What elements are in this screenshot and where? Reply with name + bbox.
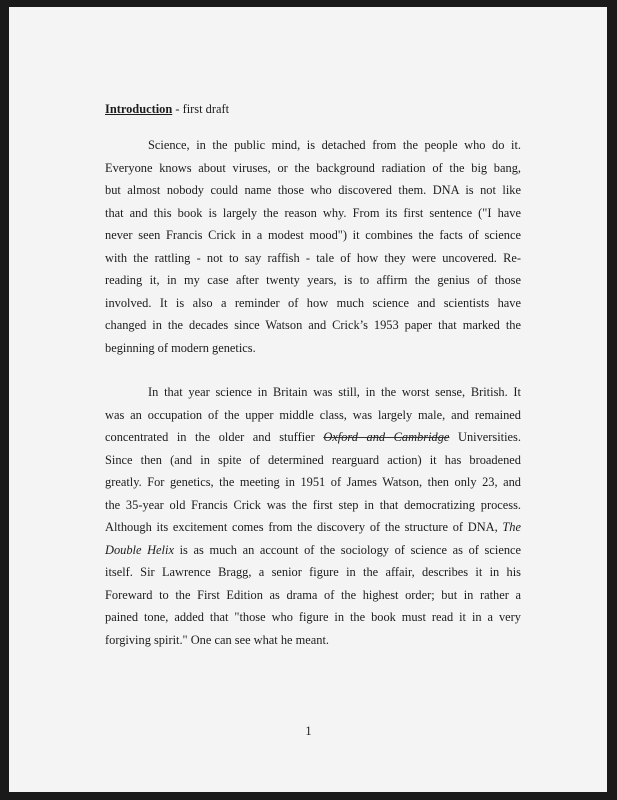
text-line: was an occupation of the upper middle class, was largely male, and remained [105,407,521,422]
paragraph-1 [105,134,521,359]
text-line: Science, in the public mind, is detached from the people who do it. [148,138,521,152]
text-line: involved. It is also a reminder of how much science and scientists have [105,295,521,310]
text-line: itself. Sir Lawrence Bragg, a senior figure in the affair, describes it in his [105,565,521,579]
text-segment: Universities. [458,430,521,444]
text-line [105,539,521,562]
text-line: greatly. For genetics, the meeting in 1951 of James Watson, then only 23, and [105,475,521,489]
text-line: never seen Francis Crick in a modest mood") it combines the facts of science [105,228,521,242]
book-title-italic: The [502,520,521,534]
text-line: but almost nobody could name those who discovered them. DNA is not like [105,183,521,197]
text-line [105,516,521,539]
text-segment: Although its excitement comes from the discovery of the structure of DNA, [105,520,498,534]
heading-title: Introduction [105,102,173,116]
paragraph-2 [105,381,521,651]
text-line: reading it, in my case after twenty years, is to affirm the genius of those [105,273,521,287]
text-line: Everyone knows about viruses, or the background radiation of the big bang, [105,160,521,175]
text-line: forgiving spirit." One can see what he meant. [105,632,330,647]
book-title-italic: Double Helix [105,542,174,557]
page-number: 1 [305,724,312,738]
text-line: changed in the decades since Watson and Crick’s 1953 paper that marked the [105,318,521,332]
text-line: Since then (and in spite of determined rearguard action) it has broadened [105,452,521,467]
text-segment: is as much an account of the sociology of science as of science [179,542,522,557]
struck-out-text: Oxford and Cambridge [323,430,450,444]
text-line: In that year science in Britain was still, in the worst sense, British. It [148,385,521,399]
text-line: beginning of modern genetics. [105,340,256,355]
heading-suffix: - first draft [172,102,230,116]
section-heading [105,102,521,117]
text-segment: concentrated in the older and stuffier [105,430,315,444]
text-line [105,426,521,449]
text-line: the 35-year old Francis Crick was the first step in that democratizing process. [105,497,521,512]
text-line: pained tone, added that "those who figure in the book must read it in a very [105,610,521,624]
text-line: with the rattling - not to say raffish - tale of how they were uncovered. Re- [105,250,521,265]
text-line: Foreward to the First Edition as drama of the highest order; but in rather a [105,587,521,602]
text-line: that and this book is largely the reason why. From its first sentence ("I have [105,205,521,220]
